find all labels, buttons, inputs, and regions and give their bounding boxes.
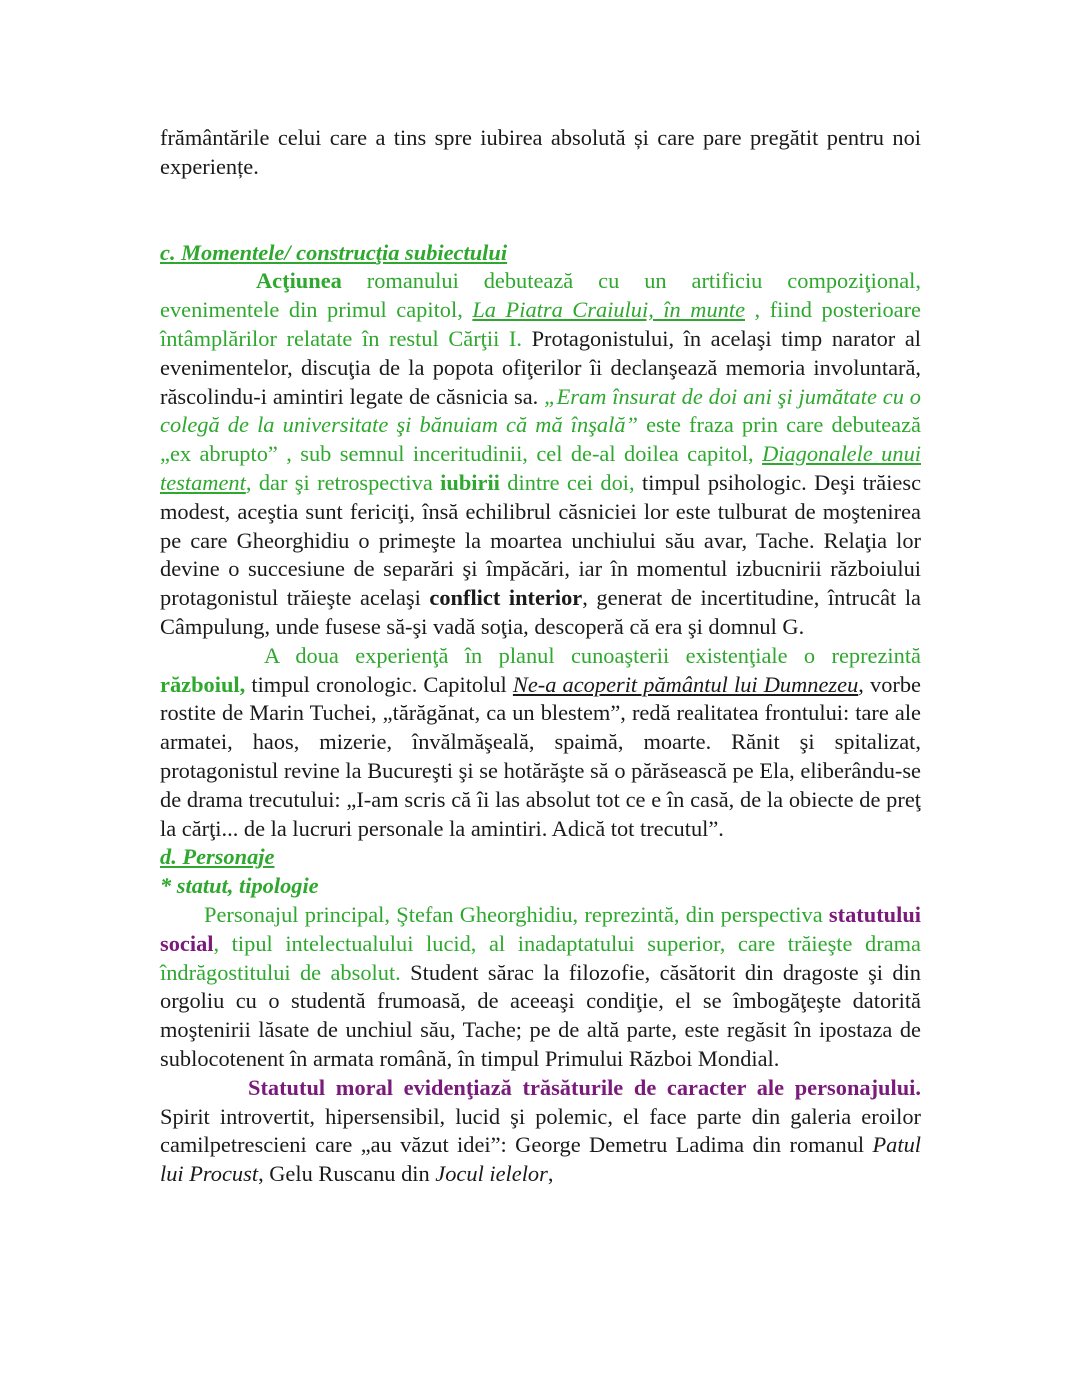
text-span: A doua experienţă în planul cunoaşterii existenţiale o reprezintă bbox=[264, 642, 921, 668]
text-span: Student sărac la filozofie, căsătorit din dragoste şi din orgoliu cu o studentă frumoasă, de aceeaşi condiţie, el se îmbogăţeşte datorită moştenirii lăsate de unchiul său, Tache; pe de altă parte, este regăsit în ipostaza de sublocotenent în armata română, în timpul Primului Război Mondial. bbox=[160, 959, 921, 1071]
text-span: , bbox=[547, 1161, 554, 1187]
text-span: , vorbe rostite de Marin Tuchei, „tărăgănat, ca un blestem”, redă realitatea frontului: tare ale armatei, haos, mizerie, învălmăşeală, spaimă, moarte. Rănit şi spitalizat, protagonistul revine la Bucureşti şi se hotărăşte să o părăsească pe Ela, eliberându-se de drama trecutului: „I-am scris că îi las absolut tot ce e în casă, de la obiecte de preţ la cărţi... de la lucruri personale la amintiri. Adică tot trecutul”. bbox=[160, 671, 921, 841]
text-span: , tipul intelectualului lucid, al inadaptatului superior, care trăieşte drama îndrăgostitului de absolut. bbox=[160, 930, 921, 985]
keyword-actiunea: Acţiunea bbox=[256, 268, 342, 294]
chapter-title-diagonalele: Diagonalele unui testament bbox=[160, 441, 921, 495]
text-span: , Gelu Ruscanu din bbox=[258, 1161, 436, 1187]
quote-eram-insurat: „Eram însurat de doi ani şi jumătate cu o colegă de la universitate şi bănuiam că mă înşală” bbox=[160, 383, 922, 438]
section-d-heading: d. Personaje bbox=[160, 844, 275, 870]
keyword-razboiul: războiul, bbox=[160, 671, 246, 697]
section-c-heading: c. Momentele/ construcţia subiectului bbox=[160, 239, 508, 265]
chapter-title-ne-a-acoperit: Ne-a acoperit pământul lui Dumnezeu bbox=[512, 671, 859, 697]
document-page bbox=[160, 124, 921, 1189]
text-span: , dar şi retrospectiva bbox=[245, 469, 441, 495]
text-span: , fiind posterioare întâmplărilor relatate în restul Cărţii I. bbox=[160, 297, 921, 351]
text-span: Protagonistului, în acelaşi timp narator al evenimentelor, discuţia de la popota ofiţerilor îi declanşează memoria involuntară, răscolindu-i amintiri legate de căsnicia sa. bbox=[160, 325, 921, 409]
chapter-title-piatra-craiului: La Piatra Craiului, în munte bbox=[472, 297, 746, 323]
keyword-statutului-social: statutului social bbox=[160, 901, 921, 956]
keyword-conflict-interior: conflict interior bbox=[429, 585, 583, 611]
paragraph-statut-moral bbox=[160, 1074, 921, 1189]
paragraph-actiunea bbox=[160, 267, 921, 641]
intro-paragraph: frământările celui care a tins spre iubirea absolută și care pare pregătit pentru noi experiențe. bbox=[160, 125, 921, 179]
text-span: timpul cronologic. Capitolul bbox=[245, 671, 513, 697]
statut-subheading: * statut, tipologie bbox=[160, 873, 319, 899]
text-span: Spirit introvertit, hipersensibil, lucid şi polemic, el face parte din galeria eroilor camilpetrescieni care „au văzut idei”: George Demetru Ladima din romanul bbox=[160, 1103, 921, 1158]
text-span: dintre cei doi, bbox=[499, 469, 635, 495]
paragraph-razboiul bbox=[160, 642, 921, 844]
text-span: este fraza prin care debutează „ex abrupto” , sub semnul inceritudinii, cel de-al doilea capitol, bbox=[160, 412, 921, 467]
text-span: , generat de incertitudine, întrucât la Câmpulung, unde fusese să-şi vadă soţia, descoperă că era şi domnul G. bbox=[160, 585, 921, 639]
novel-title-patul-lui-procust: Patul lui Procust bbox=[160, 1132, 921, 1187]
text-span: Personajul principal, Ştefan Gheorghidiu, reprezintă, din perspectiva bbox=[204, 901, 829, 927]
keyword-statutul-moral: Statutul moral evidenţiază trăsăturile de caracter ale personajului. bbox=[248, 1074, 921, 1100]
paragraph-statut-social bbox=[160, 901, 921, 1074]
play-title-jocul-ielelor: Jocul ielelor bbox=[435, 1161, 548, 1187]
text-span: romanului debutează cu un artificiu compoziţional, evenimentele din primul capitol, bbox=[160, 268, 921, 323]
text-span: timpul psihologic. Deşi trăiesc modest, aceştia sunt fericiţi, însă echilibrul căsniciei lor este tulburat de moştenirea pe care Gheorghidiu o primeşte la moartea unchiului său avar, Tache. Relaţia lor devine o succesiune de separări şi împăcări, iar în momentul izbucnirii războiului protagonistul trăieşte acelaşi bbox=[160, 469, 922, 611]
keyword-iubirii: iubirii bbox=[440, 469, 500, 495]
